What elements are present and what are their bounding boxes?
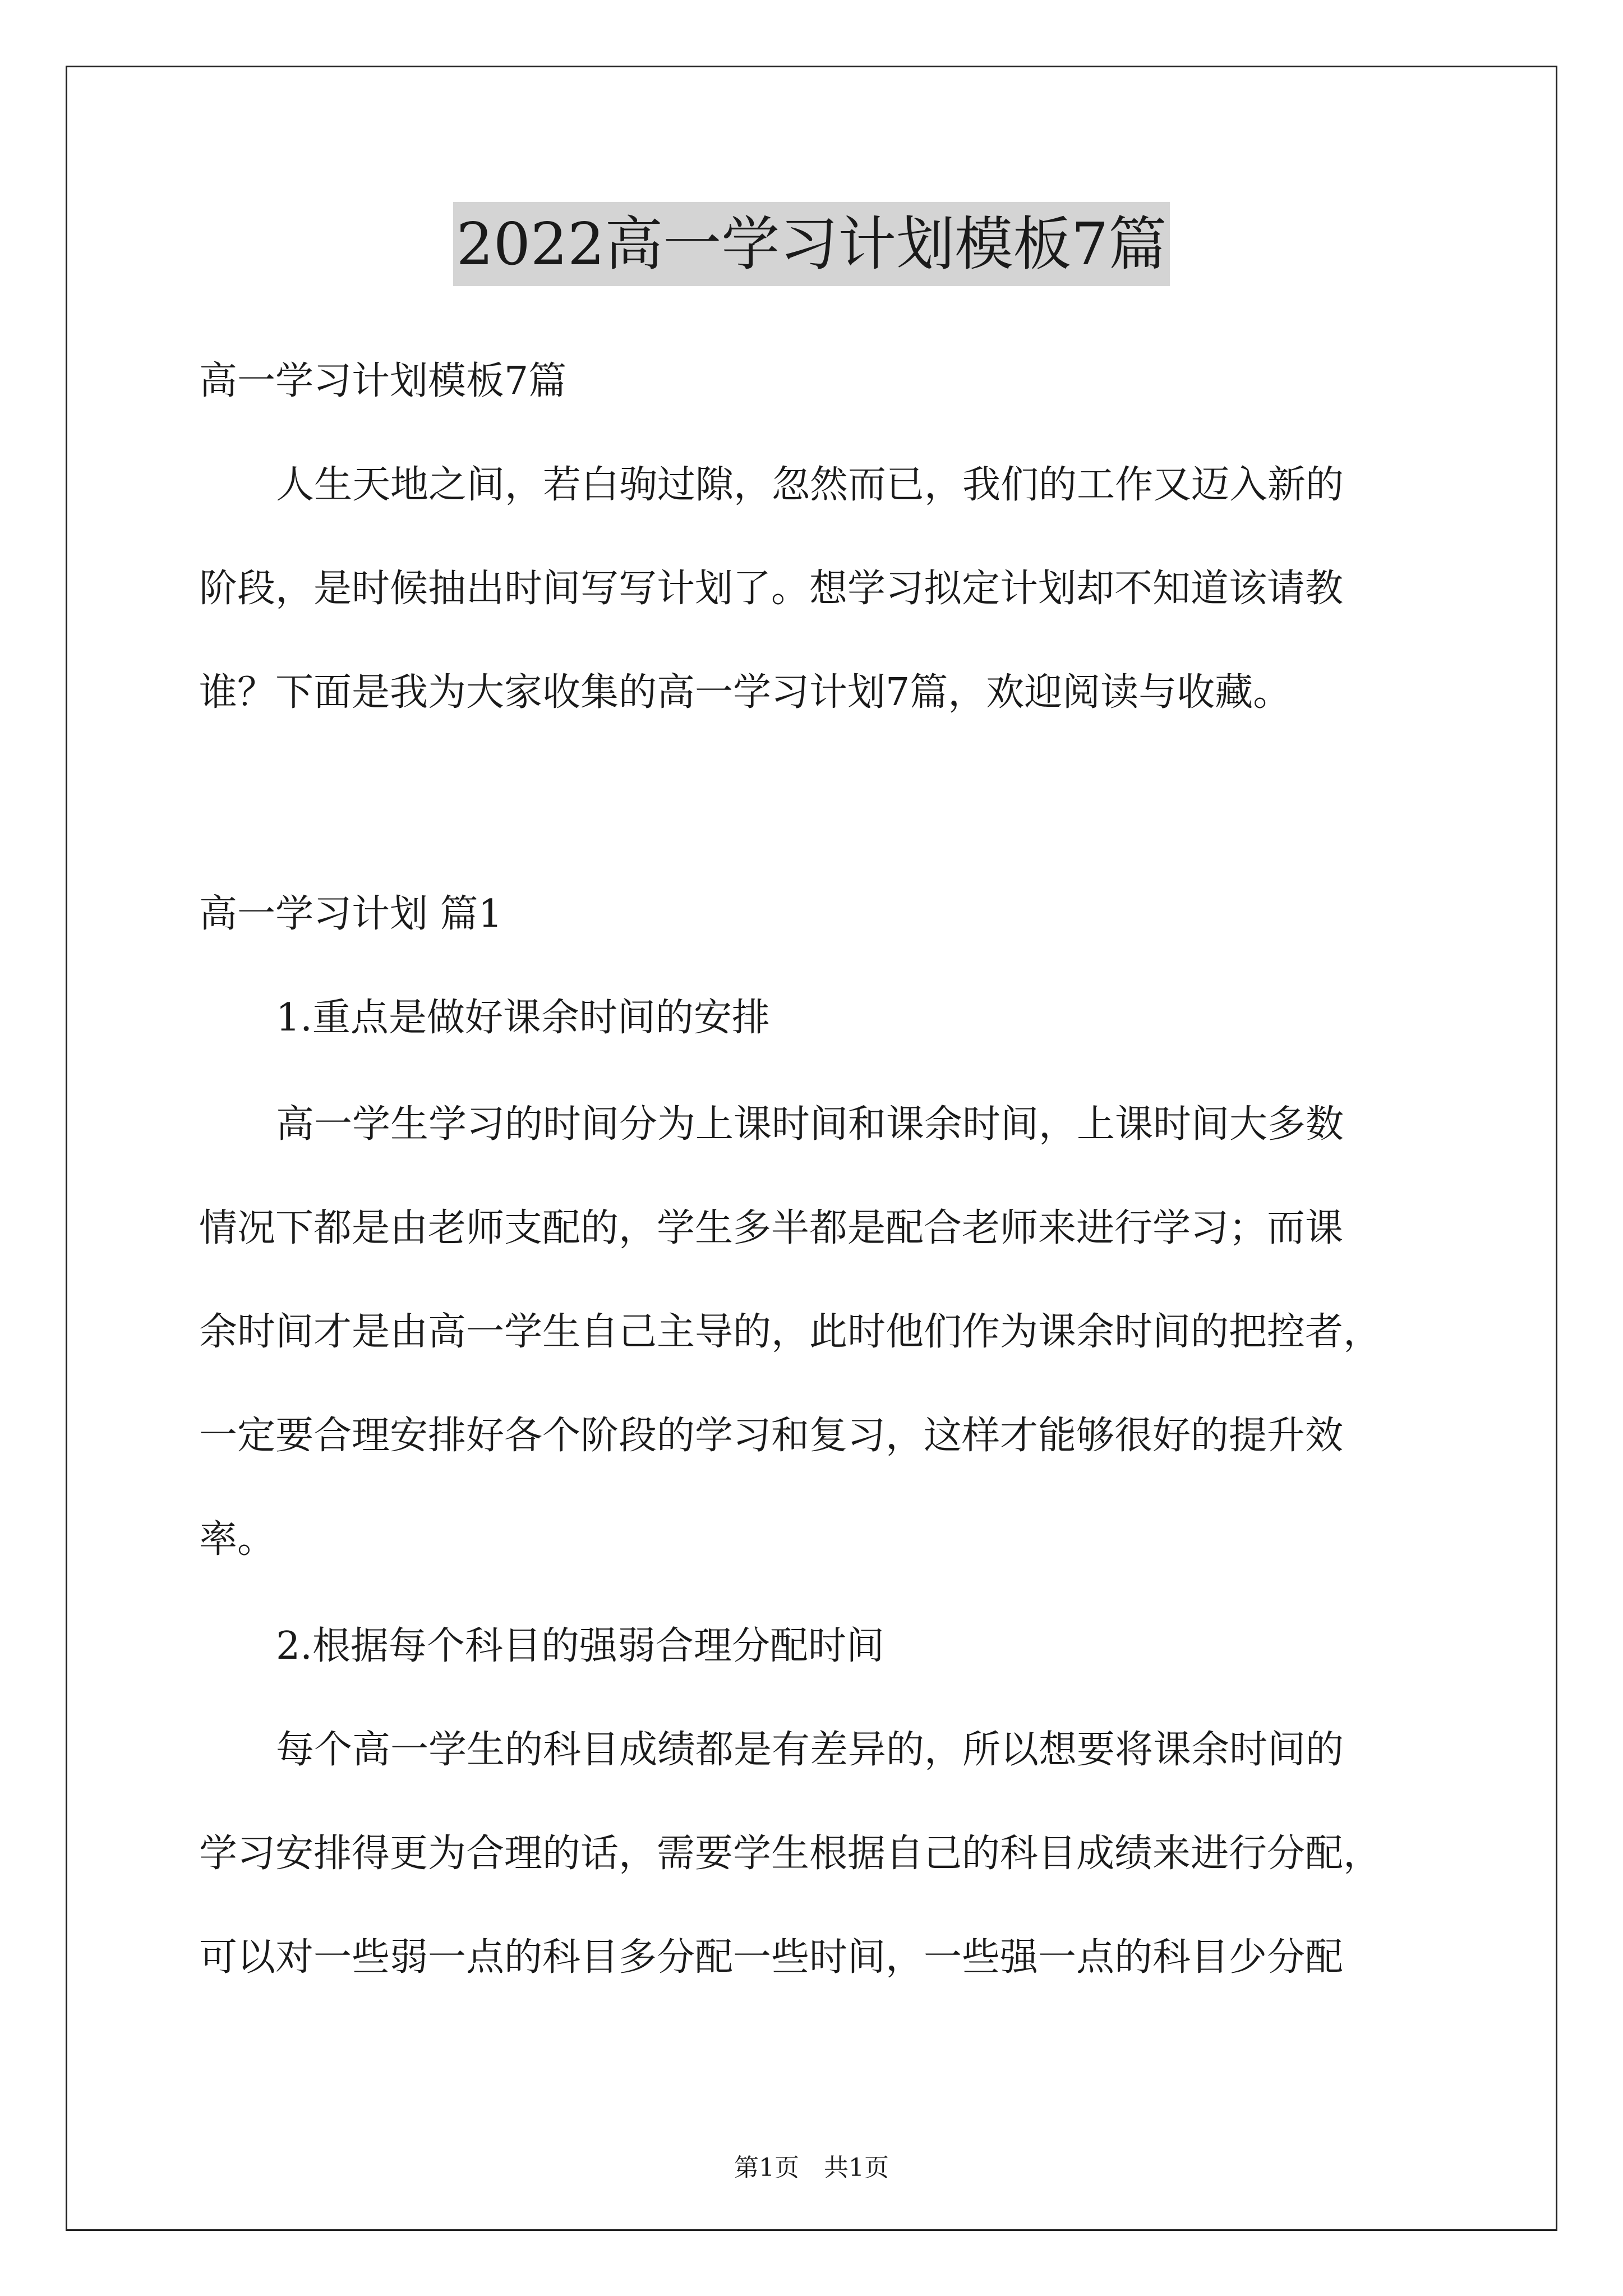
- intro-line-1: 人生天地之间，若白驹过隙，忽然而已，我们的工作又迈入新的: [276, 463, 1344, 507]
- point2-line-2: 学习安排得更为合理的话，需要学生根据自己的科目成绩来进行分配，: [199, 1832, 1382, 1876]
- intro-line-2: 阶段，是时候抽出时间写写计划了。想学习拟定计划却不知道该请教: [199, 567, 1344, 611]
- point1-line-4: 一定要合理安排好各个阶段的学习和复习，这样才能够很好的提升效: [199, 1414, 1344, 1458]
- document-title-text: 2022高一学习计划模板7篇: [453, 202, 1170, 286]
- intro-line-3: 谁？下面是我为大家收集的高一学习计划7篇，欢迎阅读与收藏。: [199, 670, 1292, 715]
- point1-heading: 1.重点是做好课余时间的安排: [276, 996, 770, 1040]
- point1-line-5: 率。: [199, 1517, 276, 1562]
- point1-line-3: 余时间才是由高一学生自己主导的，此时他们作为课余时间的把控者，: [199, 1310, 1382, 1354]
- point1-line-2: 情况下都是由老师支配的，学生多半都是配合老师来进行学习；而课: [199, 1206, 1344, 1250]
- document-subtitle: 高一学习计划模板7篇: [199, 359, 567, 403]
- point2-line-1: 每个高一学生的科目成绩都是有差异的，所以想要将课余时间的: [276, 1728, 1344, 1772]
- point2-heading: 2.根据每个科目的强弱合理分配时间: [276, 1624, 884, 1668]
- section-heading: 高一学习计划 篇1: [199, 892, 502, 936]
- page-footer: 第1页 共1页: [734, 2154, 889, 2182]
- point2-line-3: 可以对一些弱一点的科目多分配一些时间，一些强一点的科目少分配: [199, 1935, 1344, 1980]
- point1-line-1: 高一学生学习的时间分为上课时间和课余时间，上课时间大多数: [276, 1102, 1344, 1147]
- document-title: [0, 202, 1623, 286]
